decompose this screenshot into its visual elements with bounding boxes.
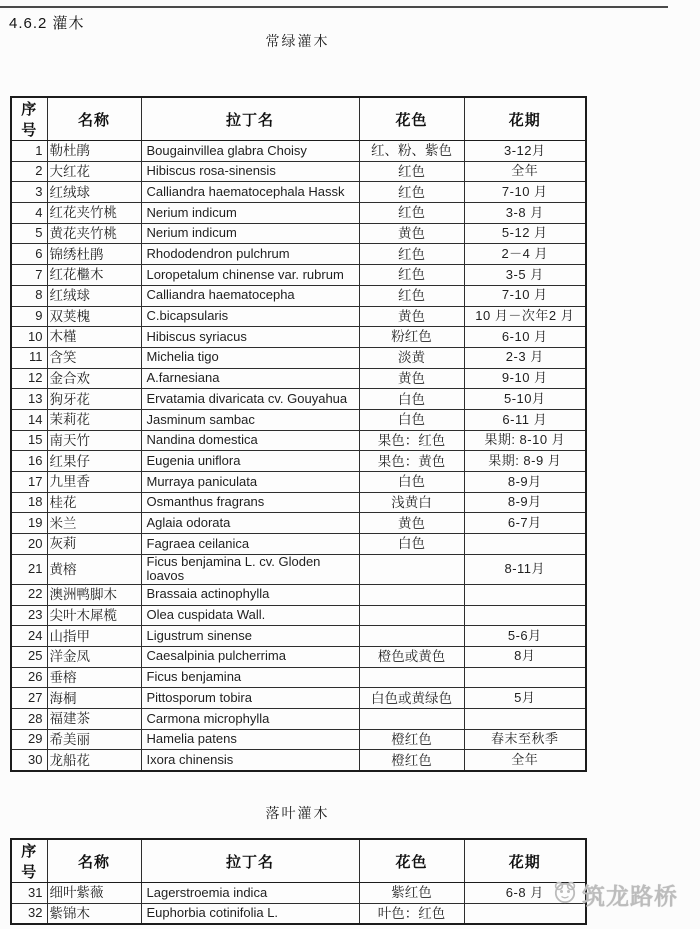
cell-name: 木槿 — [47, 327, 141, 348]
cell-latin-name: Caesalpinia pulcherrima — [141, 646, 359, 667]
cell-latin-name: Ligustrum sinense — [141, 626, 359, 647]
table-row — [11, 285, 586, 306]
table-row — [11, 430, 586, 451]
cell-name: 含笑 — [47, 347, 141, 368]
cell-name: 狗牙花 — [47, 389, 141, 410]
cell-flower-period — [464, 605, 586, 626]
cell-flower-color — [359, 554, 464, 584]
table-row — [11, 584, 586, 605]
cell-latin-name: Calliandra haematocephala Hassk — [141, 182, 359, 203]
cell-flower-color: 淡黄 — [359, 347, 464, 368]
table-row — [11, 667, 586, 688]
table-row — [11, 306, 586, 327]
cell-index: 16 — [11, 451, 47, 472]
cell-index: 29 — [11, 729, 47, 750]
cell-index: 18 — [11, 492, 47, 513]
cell-name: 红花檵木 — [47, 265, 141, 286]
cell-index: 27 — [11, 688, 47, 709]
cell-flower-period: 2－4 月 — [464, 244, 586, 265]
cell-index: 9 — [11, 306, 47, 327]
table-row — [11, 605, 586, 626]
cell-latin-name: Eugenia uniflora — [141, 451, 359, 472]
cell-flower-period — [464, 584, 586, 605]
cell-name: 希美丽 — [47, 729, 141, 750]
cell-latin-name: Ficus benjamina — [141, 667, 359, 688]
cell-name: 福建茶 — [47, 708, 141, 729]
cell-latin-name: Euphorbia cotinifolia L. — [141, 903, 359, 924]
section-title: 4.6.2 灌木 — [9, 15, 85, 32]
cell-index: 24 — [11, 626, 47, 647]
table-row — [11, 729, 586, 750]
cell-name: 洋金凤 — [47, 646, 141, 667]
cell-index: 25 — [11, 646, 47, 667]
table-row — [11, 347, 586, 368]
cell-flower-period: 5-6月 — [464, 626, 586, 647]
cell-flower-period — [464, 708, 586, 729]
column-header: 序号 — [11, 839, 47, 883]
cell-index: 21 — [11, 554, 47, 584]
cell-flower-period — [464, 534, 586, 555]
cell-flower-color: 果色：红色 — [359, 430, 464, 451]
cell-flower-color: 黄色 — [359, 223, 464, 244]
cell-index: 17 — [11, 472, 47, 493]
cell-index: 1 — [11, 141, 47, 162]
cell-index: 14 — [11, 409, 47, 430]
cell-name: 黄榕 — [47, 554, 141, 584]
table-row — [11, 389, 586, 410]
cell-index: 13 — [11, 389, 47, 410]
cell-latin-name: Nandina domestica — [141, 430, 359, 451]
cell-name: 红绒球 — [47, 285, 141, 306]
cell-index: 23 — [11, 605, 47, 626]
cell-name: 大红花 — [47, 161, 141, 182]
cell-flower-color: 红色 — [359, 161, 464, 182]
cell-latin-name: Murraya paniculata — [141, 472, 359, 493]
cell-flower-color: 红色 — [359, 244, 464, 265]
cell-name: 南天竹 — [47, 430, 141, 451]
cell-flower-period: 8月 — [464, 646, 586, 667]
table-row — [11, 646, 586, 667]
cell-index: 26 — [11, 667, 47, 688]
cell-name: 勒杜鹃 — [47, 141, 141, 162]
table-row — [11, 161, 586, 182]
cell-flower-color: 黄色 — [359, 368, 464, 389]
cell-index: 20 — [11, 534, 47, 555]
cell-latin-name: Lagerstroemia indica — [141, 883, 359, 904]
cell-flower-period: 6-8 月 — [464, 883, 586, 904]
cell-name: 九里香 — [47, 472, 141, 493]
deciduous-table-caption: 落叶灌木 — [265, 805, 330, 821]
cell-latin-name: Hamelia patens — [141, 729, 359, 750]
cell-flower-period: 7-10 月 — [464, 182, 586, 203]
cell-latin-name: Nerium indicum — [141, 223, 359, 244]
column-header: 名称 — [47, 97, 141, 141]
table-row — [11, 141, 586, 162]
cell-flower-color: 红色 — [359, 182, 464, 203]
cell-flower-color: 叶色：红色 — [359, 903, 464, 924]
cell-index: 4 — [11, 203, 47, 224]
cell-flower-period: 8-9月 — [464, 492, 586, 513]
column-header: 拉丁名 — [141, 839, 359, 883]
cell-index: 12 — [11, 368, 47, 389]
column-header: 名称 — [47, 839, 141, 883]
evergreen-table-caption: 常绿灌木 — [265, 33, 330, 49]
cell-flower-color — [359, 626, 464, 647]
cell-flower-period: 果期: 8-10 月 — [464, 430, 586, 451]
cell-flower-period: 果期: 8-9 月 — [464, 451, 586, 472]
cell-name: 龙船花 — [47, 750, 141, 771]
cell-flower-color: 白色或黄绿色 — [359, 688, 464, 709]
cell-index: 7 — [11, 265, 47, 286]
table-row — [11, 451, 586, 472]
cell-flower-period: 5-10月 — [464, 389, 586, 410]
cell-latin-name: Ficus benjamina L. cv. Gloden loavos — [141, 554, 359, 584]
cell-latin-name: Osmanthus fragrans — [141, 492, 359, 513]
table-row — [11, 513, 586, 534]
cell-name: 海桐 — [47, 688, 141, 709]
cell-latin-name: A.farnesiana — [141, 368, 359, 389]
cell-index: 28 — [11, 708, 47, 729]
cell-index: 32 — [11, 903, 47, 924]
cell-flower-period: 6-7月 — [464, 513, 586, 534]
cell-flower-color — [359, 667, 464, 688]
header-row — [11, 97, 586, 141]
cell-flower-period: 7-10 月 — [464, 285, 586, 306]
cell-latin-name: Calliandra haematocepha — [141, 285, 359, 306]
cell-flower-color — [359, 605, 464, 626]
cell-flower-period: 6-11 月 — [464, 409, 586, 430]
cell-name: 山指甲 — [47, 626, 141, 647]
table-row — [11, 203, 586, 224]
cell-latin-name: Hibiscus rosa-sinensis — [141, 161, 359, 182]
cell-flower-period: 8-9月 — [464, 472, 586, 493]
cell-flower-period: 春末至秋季 — [464, 729, 586, 750]
table-row — [11, 327, 586, 348]
cell-index: 31 — [11, 883, 47, 904]
table-row — [11, 883, 586, 904]
cell-latin-name: Hibiscus syriacus — [141, 327, 359, 348]
cell-flower-color: 白色 — [359, 409, 464, 430]
cell-flower-period: 3-8 月 — [464, 203, 586, 224]
cell-index: 19 — [11, 513, 47, 534]
table-row — [11, 472, 586, 493]
table-row — [11, 626, 586, 647]
cell-name: 桂花 — [47, 492, 141, 513]
cell-index: 6 — [11, 244, 47, 265]
cell-index: 11 — [11, 347, 47, 368]
cell-flower-color: 红色 — [359, 285, 464, 306]
cell-latin-name: Brassaia actinophylla — [141, 584, 359, 605]
cell-name: 澳洲鸭脚木 — [47, 584, 141, 605]
cell-latin-name: Fagraea ceilanica — [141, 534, 359, 555]
table-row — [11, 750, 586, 771]
cell-flower-color: 白色 — [359, 389, 464, 410]
cell-latin-name: Ixora chinensis — [141, 750, 359, 771]
cell-flower-color: 橙红色 — [359, 750, 464, 771]
column-header: 花色 — [359, 97, 464, 141]
cell-latin-name: Olea cuspidata Wall. — [141, 605, 359, 626]
cell-flower-color: 紫红色 — [359, 883, 464, 904]
cell-flower-color: 黄色 — [359, 306, 464, 327]
cell-latin-name: Pittosporum tobira — [141, 688, 359, 709]
cell-index: 10 — [11, 327, 47, 348]
cell-flower-color: 浅黄白 — [359, 492, 464, 513]
table-row — [11, 708, 586, 729]
cell-index: 30 — [11, 750, 47, 771]
cell-flower-color: 红、粉、紫色 — [359, 141, 464, 162]
cell-name: 细叶紫薇 — [47, 883, 141, 904]
cell-flower-color: 红色 — [359, 265, 464, 286]
cell-name: 锦绣杜鹃 — [47, 244, 141, 265]
cell-index: 15 — [11, 430, 47, 451]
table-row — [11, 244, 586, 265]
evergreen-shrubs-table — [10, 96, 587, 772]
cell-latin-name: Nerium indicum — [141, 203, 359, 224]
cell-flower-color: 橙红色 — [359, 729, 464, 750]
cell-latin-name: Carmona microphylla — [141, 708, 359, 729]
cell-flower-color: 白色 — [359, 472, 464, 493]
cell-flower-color: 粉红色 — [359, 327, 464, 348]
cell-flower-period: 5月 — [464, 688, 586, 709]
cell-index: 2 — [11, 161, 47, 182]
cell-flower-color — [359, 584, 464, 605]
evergreen-table-body — [11, 141, 586, 772]
watermark-text: 筑龙路桥 — [582, 882, 678, 909]
column-header: 花色 — [359, 839, 464, 883]
cell-flower-period — [464, 903, 586, 924]
cell-index: 22 — [11, 584, 47, 605]
cell-latin-name: Ervatamia divaricata cv. Gouyahua — [141, 389, 359, 410]
cell-name: 尖叶木犀榄 — [47, 605, 141, 626]
table-row — [11, 534, 586, 555]
cell-flower-color: 红色 — [359, 203, 464, 224]
cell-latin-name: Aglaia odorata — [141, 513, 359, 534]
cell-index: 5 — [11, 223, 47, 244]
top-divider — [0, 6, 668, 8]
cell-flower-period: 2-3 月 — [464, 347, 586, 368]
cell-flower-period: 3-5 月 — [464, 265, 586, 286]
cell-latin-name: Bougainvillea glabra Choisy — [141, 141, 359, 162]
column-header: 拉丁名 — [141, 97, 359, 141]
table-row — [11, 554, 586, 584]
cell-latin-name: Michelia tigo — [141, 347, 359, 368]
cell-latin-name: C.bicapsularis — [141, 306, 359, 327]
column-header: 花期 — [464, 97, 586, 141]
cell-name: 红花夹竹桃 — [47, 203, 141, 224]
cell-name: 米兰 — [47, 513, 141, 534]
table-row — [11, 182, 586, 203]
cell-name: 红绒球 — [47, 182, 141, 203]
cell-name: 黄花夹竹桃 — [47, 223, 141, 244]
cell-flower-period: 9-10 月 — [464, 368, 586, 389]
cell-flower-color: 黄色 — [359, 513, 464, 534]
cell-name: 茉莉花 — [47, 409, 141, 430]
table-row — [11, 368, 586, 389]
table-row — [11, 688, 586, 709]
cell-flower-period: 全年 — [464, 750, 586, 771]
cell-name: 金合欢 — [47, 368, 141, 389]
cell-flower-period: 6-10 月 — [464, 327, 586, 348]
cell-name: 红果仔 — [47, 451, 141, 472]
cell-flower-period: 全年 — [464, 161, 586, 182]
table-row — [11, 265, 586, 286]
deciduous-table-body — [11, 883, 586, 925]
cell-name: 紫锦木 — [47, 903, 141, 924]
table-row — [11, 223, 586, 244]
cell-latin-name: Rhododendron pulchrum — [141, 244, 359, 265]
cell-name: 双荚槐 — [47, 306, 141, 327]
cell-flower-period — [464, 667, 586, 688]
cell-index: 3 — [11, 182, 47, 203]
deciduous-shrubs-table — [10, 838, 587, 925]
cell-latin-name: Jasminum sambac — [141, 409, 359, 430]
cell-latin-name: Loropetalum chinense var. rubrum — [141, 265, 359, 286]
table-row — [11, 409, 586, 430]
cell-name: 灰莉 — [47, 534, 141, 555]
column-header: 花期 — [464, 839, 586, 883]
cell-index: 8 — [11, 285, 47, 306]
cell-name: 垂榕 — [47, 667, 141, 688]
cell-flower-color — [359, 708, 464, 729]
cell-flower-color: 白色 — [359, 534, 464, 555]
cell-flower-color: 果色：黄色 — [359, 451, 464, 472]
cell-flower-period: 5-12 月 — [464, 223, 586, 244]
header-row — [11, 839, 586, 883]
cell-flower-period: 3-12月 — [464, 141, 586, 162]
column-header: 序号 — [11, 97, 47, 141]
cell-flower-period: 10 月－次年2 月 — [464, 306, 586, 327]
table-row — [11, 492, 586, 513]
cell-flower-color: 橙色或黄色 — [359, 646, 464, 667]
table-row — [11, 903, 586, 924]
cell-flower-period: 8-11月 — [464, 554, 586, 584]
